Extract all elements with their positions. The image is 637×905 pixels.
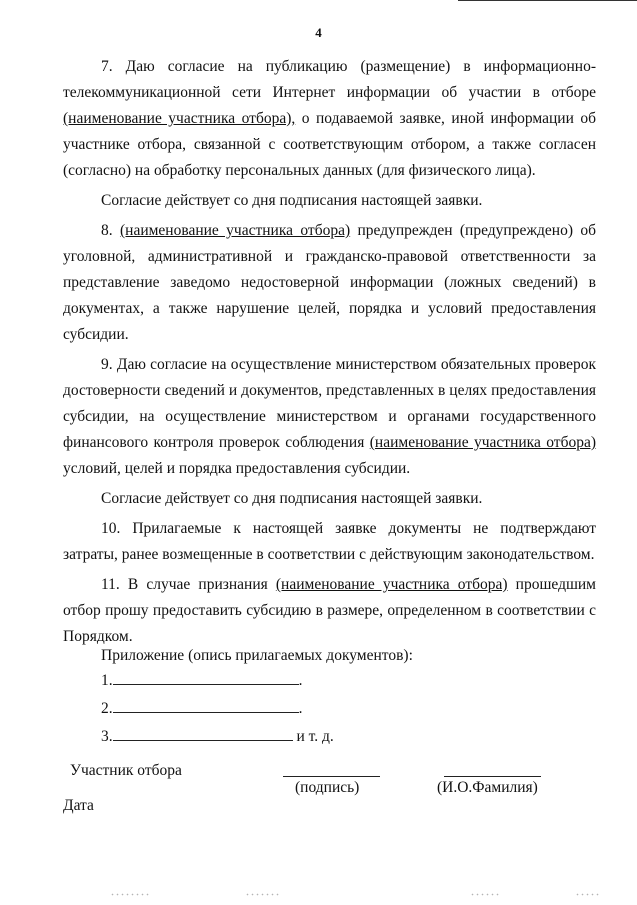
paragraph-11 xyxy=(63,572,596,650)
signature-caption: (подпись) xyxy=(295,779,360,796)
paragraph-8-text-end: предупрежден (предупреждено) об уголовной, административной и гражданско-правовой ответственности за представление заведомо недостоверной информации (ложных сведений) в документах, а также нарушение целей, порядка и условий предоставления субсидии. xyxy=(63,222,597,343)
appendix-item xyxy=(101,723,413,751)
participant-name-placeholder: (наименование участника отбора), xyxy=(63,110,296,127)
paragraph-10: 10. Прилагаемые к настоящей заявке документы не подтверждают затраты, ранее возмещенные в соответствии с действующим законодательством. xyxy=(63,520,596,563)
appendix-blank-line xyxy=(113,724,293,741)
participant-name-placeholder: (наименование участника отбора) xyxy=(369,434,597,451)
appendix-blank-line xyxy=(113,668,299,685)
appendix-item-number: 1. xyxy=(101,672,113,689)
paragraph-9 xyxy=(63,352,596,482)
signature-line xyxy=(283,776,380,777)
paragraph-8 xyxy=(63,218,596,348)
appendix-item-suffix: . xyxy=(298,672,303,689)
scan-artifact xyxy=(245,893,280,896)
date-label: Дата xyxy=(63,797,94,814)
participant-name-placeholder: (наименование участника отбора) xyxy=(119,222,351,239)
name-caption: (И.О.Фамилия) xyxy=(437,779,538,796)
document-body xyxy=(63,54,596,654)
paragraph-8-text-start: 8. xyxy=(101,222,120,239)
scan-artifact xyxy=(575,893,600,896)
top-edge-rule xyxy=(458,0,637,1)
paragraph-9-text-end: условий, целей и порядка предоставления субсидии. xyxy=(63,460,411,477)
paragraph-7 xyxy=(63,54,596,184)
paragraph-11-text-end: прошедшим отбор прошу предоставить субсидию в размере, определенном в соответствии с Порядком. xyxy=(63,576,596,645)
appendix-item xyxy=(101,695,413,723)
paragraph-9-text-start: 9. Даю согласие на осуществление министерством обязательных проверок достоверности сведений и документов, представленных в целях предоставления субсидии, на осуществление министерством и органами государственного финансового контроля проверок соблюдения xyxy=(63,356,596,451)
consent-validity-note-1: Согласие действует со дня подписания настоящей заявки. xyxy=(101,192,483,209)
scan-artifact xyxy=(110,893,150,896)
appendix-item-number: 2. xyxy=(101,700,113,717)
appendix-item-suffix: и т. д. xyxy=(292,728,334,745)
participant-label: Участник отбора xyxy=(70,762,182,779)
consent-validity-note-2: Согласие действует со дня подписания настоящей заявки. xyxy=(101,490,483,507)
paragraph-7-text-start: 7. Даю согласие на публикацию (размещение) в информационно-телекоммуникационной сети Интернет информации об участии в отборе xyxy=(63,58,596,101)
appendix-item-number: 3. xyxy=(101,728,113,745)
paragraph-11-text-start: 11. В случае признания xyxy=(101,576,276,593)
name-line xyxy=(444,776,541,777)
scan-artifact xyxy=(470,893,500,896)
appendix-item xyxy=(101,667,413,695)
appendix-blank-line xyxy=(113,696,299,713)
participant-name-placeholder: (наименование участника отбора) xyxy=(275,576,508,593)
page-number: 4 xyxy=(315,25,322,40)
paragraph-7-text-end: о подаваемой заявке, иной информации об участнике отбора, связанной с соответствующим отбором, а также согласен (согласно) на обработку персональных данных (для физического лица). xyxy=(63,110,596,179)
appendix-list xyxy=(101,645,413,751)
appendix-item-suffix: . xyxy=(298,700,303,717)
appendix-title: Приложение (опись прилагаемых документов): xyxy=(101,647,413,664)
